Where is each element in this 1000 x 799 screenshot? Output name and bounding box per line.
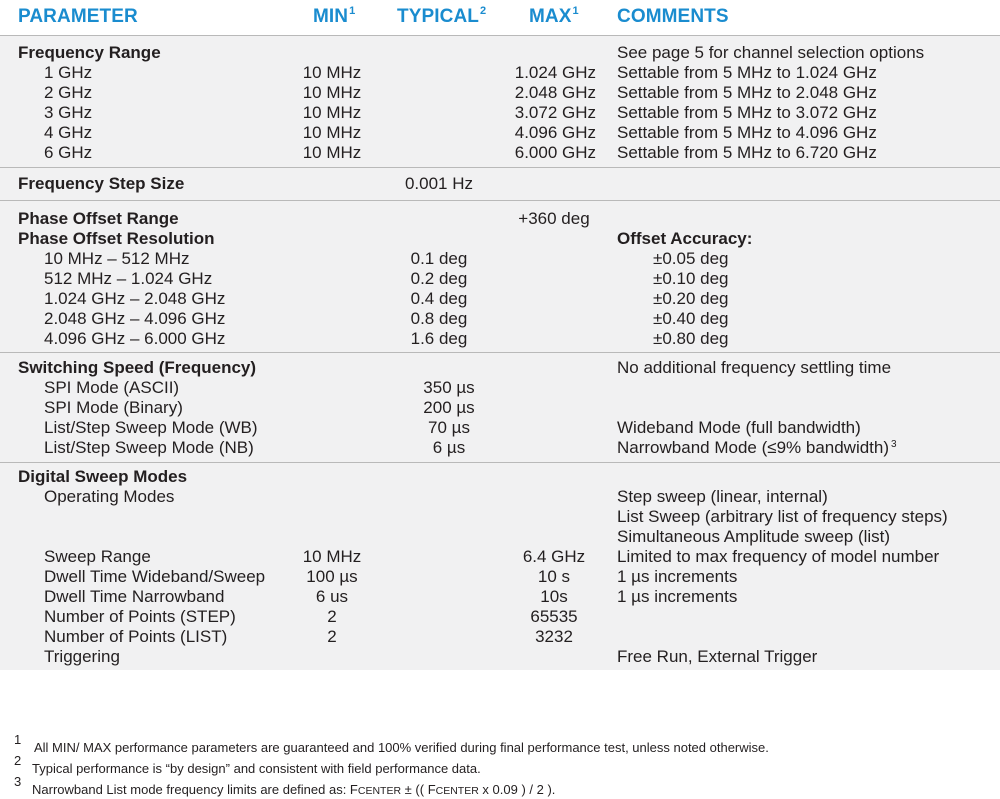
table-row: [0, 587, 1000, 607]
row-min: 10 MHz: [302, 123, 362, 142]
row-max: +360 deg: [518, 209, 590, 228]
table-row: [0, 438, 1000, 458]
row-comment: Settable from 5 MHz to 1.024 GHz: [617, 63, 877, 82]
row-param: List/Step Sweep Mode (NB): [44, 438, 254, 457]
footnote-2: [14, 753, 994, 777]
section-switching-speed: [0, 352, 1000, 462]
table-row: [0, 329, 1000, 349]
footnote-3: [14, 774, 994, 798]
header-comments: COMMENTS: [617, 6, 729, 27]
row-param: SPI Mode (ASCII): [44, 378, 180, 397]
table-row: [0, 103, 1000, 123]
table-row: [0, 418, 1000, 438]
row-min: 10 MHz: [302, 547, 362, 566]
row-max: 10s: [540, 587, 568, 606]
row-comment: Simultaneous Amplitude sweep (list): [617, 527, 891, 546]
section-frequency-step-size: [0, 167, 1000, 200]
table-row: [0, 143, 1000, 163]
table-row: [0, 229, 1000, 249]
footnote-text: All MIN/ MAX performance parameters are guaranteed and 100% verified during final performance test, unless noted otherwise.: [34, 740, 769, 755]
row-param: 2.048 GHz – 4.096 GHz: [44, 309, 226, 328]
row-max: 3232: [535, 627, 573, 646]
row-max: 3.072 GHz: [514, 103, 596, 122]
table-row: [0, 547, 1000, 567]
row-param: 1.024 GHz – 2.048 GHz: [44, 289, 226, 308]
table-row: [0, 289, 1000, 309]
row-max: 65535: [530, 607, 578, 626]
table-row: [0, 378, 1000, 398]
row-comment: Limited to max frequency of model number: [617, 547, 940, 566]
row-comment: Narrowband Mode (≤9% bandwidth) $^3$: [617, 438, 897, 457]
table-row: [0, 487, 1000, 507]
row-typical: 0.2 deg: [410, 269, 468, 288]
section-frequency-range: [0, 35, 1000, 167]
table-row: [0, 63, 1000, 83]
row-param: Dwell Time Narrowband: [44, 587, 225, 606]
footnote-text: Typical performance is “by design” and consistent with field performance data.: [32, 761, 481, 776]
row-min: 10 MHz: [302, 143, 362, 162]
header-min: MIN$^1$: [313, 5, 356, 27]
table-row: [0, 43, 1000, 63]
footnote-number: 1: [14, 732, 22, 747]
row-title: Phase Offset Resolution: [18, 229, 215, 248]
table-row: [0, 269, 1000, 289]
row-comment: Settable from 5 MHz to 4.096 GHz: [617, 123, 877, 142]
row-comment: Free Run, External Trigger: [617, 647, 818, 666]
row-comment: ±0.40 deg: [653, 309, 729, 328]
table-header: [0, 0, 1000, 34]
row-min: 10 MHz: [302, 103, 362, 122]
row-comment: Settable from 5 MHz to 2.048 GHz: [617, 83, 877, 102]
row-comment: ±0.20 deg: [653, 289, 729, 308]
row-comment: Wideband Mode (full bandwidth): [617, 418, 861, 437]
row-comment: 1 µs increments: [617, 567, 738, 586]
row-title: Digital Sweep Modes: [18, 467, 188, 486]
row-min: 6 us: [315, 587, 349, 606]
row-comment: List Sweep (arbitrary list of frequency steps): [617, 507, 948, 526]
row-param: Dwell Time Wideband/Sweep: [44, 567, 266, 586]
row-typical: 1.6 deg: [410, 329, 468, 348]
row-param: 10 MHz – 512 MHz: [44, 249, 190, 268]
table-row: [0, 209, 1000, 229]
row-comment: ±0.10 deg: [653, 269, 729, 288]
row-param: 3 GHz: [44, 103, 93, 122]
section-phase-offset: [0, 200, 1000, 352]
row-title: Switching Speed (Frequency): [18, 358, 257, 377]
footnote-text: Narrowband List mode frequency limits are defined as: FCENTER ± (( FCENTER x 0.09 ) / 2 ).: [32, 782, 556, 797]
row-max: 4.096 GHz: [514, 123, 596, 142]
row-min: 2: [327, 607, 337, 626]
row-param: 2 GHz: [44, 83, 93, 102]
row-comment: ±0.80 deg: [653, 329, 729, 348]
table-row: [0, 398, 1000, 418]
row-param: 4.096 GHz – 6.000 GHz: [44, 329, 226, 348]
table-row: [0, 627, 1000, 647]
row-typical: 0.001 Hz: [404, 174, 474, 193]
row-max: 10 s: [537, 567, 571, 586]
row-typical: 70 µs: [428, 418, 470, 437]
row-param: Operating Modes: [44, 487, 175, 506]
row-min: 10 MHz: [302, 63, 362, 82]
row-title: Frequency Step Size: [18, 174, 185, 193]
row-typical: 200 µs: [423, 398, 475, 417]
row-comment: No additional frequency settling time: [617, 358, 892, 377]
row-param: Sweep Range: [44, 547, 151, 566]
footnote-ref: 3: [891, 439, 897, 450]
table-row: [0, 567, 1000, 587]
table-row: [0, 309, 1000, 329]
row-max: 1.024 GHz: [514, 63, 596, 82]
header-typical: TYPICAL$^2$: [397, 5, 487, 27]
row-param: SPI Mode (Binary): [44, 398, 183, 417]
header-min-footnote-ref: 1: [349, 5, 356, 17]
row-min: 10 MHz: [302, 83, 362, 102]
row-typical: 0.1 deg: [410, 249, 468, 268]
row-param: List/Step Sweep Mode (WB): [44, 418, 258, 437]
header-max-footnote-ref: 1: [572, 5, 579, 17]
row-typical: 350 µs: [423, 378, 475, 397]
row-param: 512 MHz – 1.024 GHz: [44, 269, 213, 288]
row-min: 100 µs: [306, 567, 358, 586]
row-comment: Step sweep (linear, internal): [617, 487, 828, 506]
row-title: Phase Offset Range: [18, 209, 179, 228]
section-digital-sweep-modes: [0, 462, 1000, 670]
table-row: [0, 507, 1000, 527]
row-typical: 0.4 deg: [410, 289, 468, 308]
row-min: 2: [327, 627, 337, 646]
table-row: [0, 358, 1000, 378]
footnote-1: [14, 732, 994, 756]
row-title: Frequency Range: [18, 43, 161, 62]
footnote-number: 3: [14, 774, 22, 789]
header-parameter: PARAMETER: [18, 6, 138, 27]
table-row: [0, 83, 1000, 103]
table-row: [0, 174, 1000, 194]
row-max: 2.048 GHz: [514, 83, 596, 102]
row-comment: Settable from 5 MHz to 3.072 GHz: [617, 103, 877, 122]
header-max: MAX$^1$: [529, 5, 579, 27]
header-typical-footnote-ref: 2: [479, 5, 487, 17]
table-row: [0, 607, 1000, 627]
table-row: [0, 123, 1000, 143]
row-max: 6.4 GHz: [522, 547, 586, 566]
table-row: [0, 467, 1000, 487]
row-comment: Offset Accuracy:: [617, 229, 753, 248]
row-param: Number of Points (STEP): [44, 607, 236, 626]
row-param: 4 GHz: [44, 123, 93, 142]
row-param: 1 GHz: [44, 63, 93, 82]
row-typical: 6 µs: [432, 438, 466, 457]
row-comment: See page 5 for channel selection options: [617, 43, 925, 62]
row-param: 6 GHz: [44, 143, 93, 162]
table-row: [0, 647, 1000, 667]
row-param: Triggering: [44, 647, 120, 666]
row-max: 6.000 GHz: [514, 143, 596, 162]
table-row: [0, 249, 1000, 269]
footnote-number: 2: [14, 753, 22, 768]
row-typical: 0.8 deg: [410, 309, 468, 328]
row-comment: ±0.05 deg: [653, 249, 729, 268]
table-row: [0, 527, 1000, 547]
row-comment: 1 µs increments: [617, 587, 738, 606]
row-param: Number of Points (LIST): [44, 627, 228, 646]
row-comment: Settable from 5 MHz to 6.720 GHz: [617, 143, 877, 162]
